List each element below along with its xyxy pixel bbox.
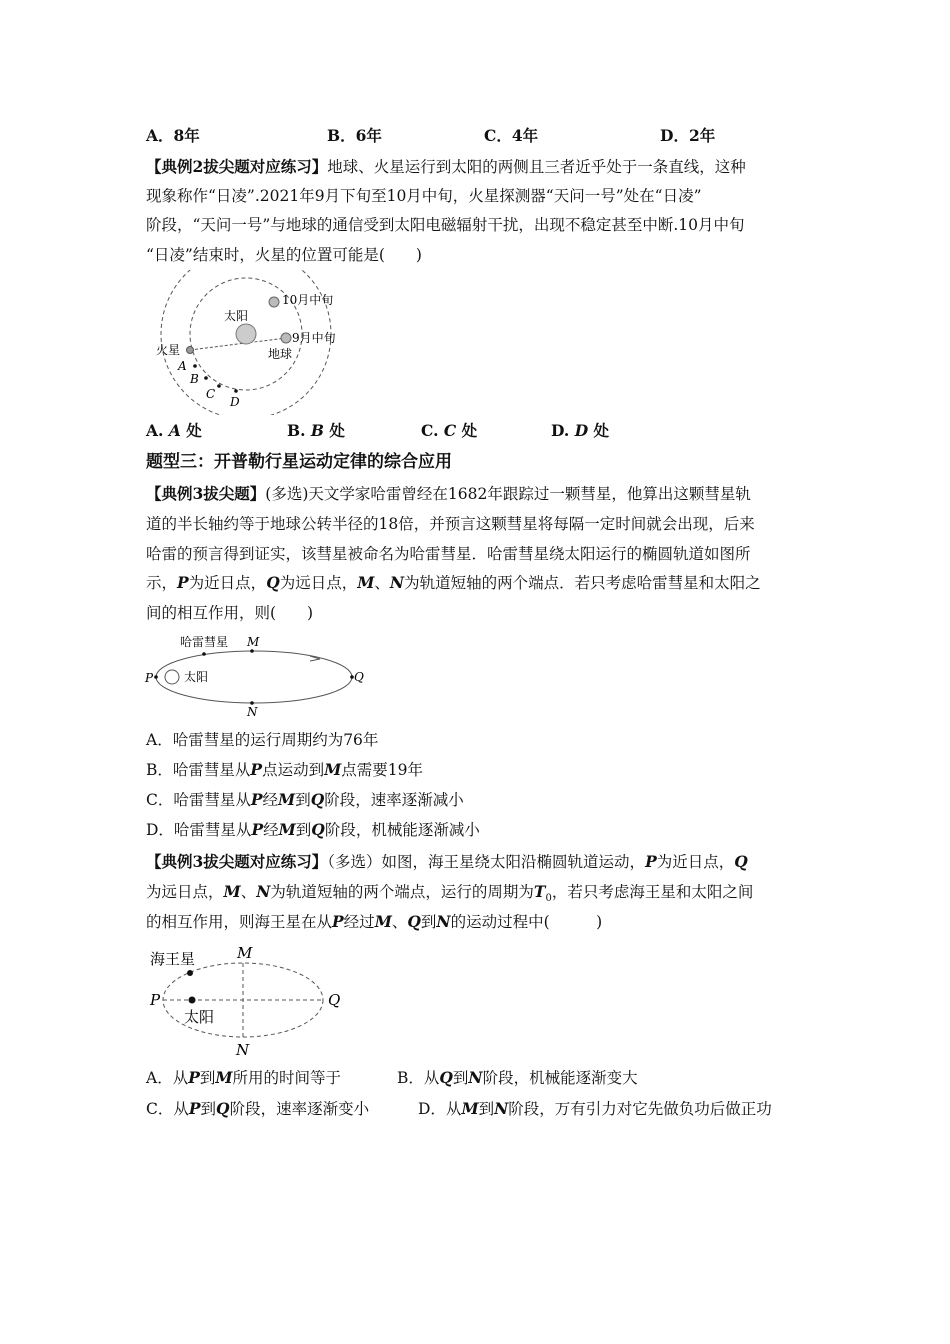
ex2-line-2: 现象称作“日凌”.2021年9月下旬至10月中旬，火星探测器“天问一号”处在“日凌”: [146, 187, 702, 205]
ex3b-option-a: A．从P到M所用的时间等于: [146, 1068, 342, 1087]
label-c: C: [206, 387, 216, 401]
label-d: D: [230, 395, 240, 409]
ex3b-line-1: 【典例3拔尖题对应练习】（多选）如图，海王星绕太阳沿椭圆轨道运动，P为近日点，Q: [146, 852, 748, 871]
ex3-option-b: B．哈雷彗星从P点运动到M点需要19年: [146, 760, 423, 779]
label-earth: 地球: [268, 347, 293, 361]
neptune-icon: [187, 970, 193, 976]
ex2-option-c: C. C 处: [421, 421, 478, 440]
label-p: P: [150, 991, 161, 1009]
ex2-line-4: “日凌”结束时，火星的位置可能是( ): [146, 246, 422, 264]
ex3b-option-b: B．从Q到N阶段，机械能逐渐变大: [397, 1068, 638, 1087]
ex3-option-d: D．哈雷彗星从P经M到Q阶段，机械能逐渐减小: [146, 820, 480, 839]
label-sun: 太阳: [184, 670, 209, 684]
label-p: P: [145, 671, 154, 685]
earth-sep-icon: [281, 333, 291, 343]
sun-icon: [236, 324, 256, 344]
sun-icon: [165, 670, 179, 684]
ex3-line-5: 间的相互作用，则( ): [146, 604, 314, 622]
label-q: Q: [354, 670, 364, 684]
ex3b-option-d: D．从M到N阶段，万有引力对它先做负功后做正功: [418, 1099, 772, 1118]
ex3-line-4: 示，P为近日点，Q为远日点，M、N为轨道短轴的两个端点．若只考虑哈雷彗星和太阳之: [146, 573, 761, 592]
section-heading: 题型三：开普勒行星运动定律的综合应用: [146, 452, 452, 472]
ex3-line-1: 【典例3拔尖题】(多选)天文学家哈雷曾经在1682年跟踪过一颗彗星，他算出这颗彗星轨: [146, 484, 751, 503]
option-d: D．2年: [660, 126, 716, 145]
label-sep: 9月中旬: [292, 331, 336, 345]
ex3-line-3: 哈雷的预言得到证实，该彗星被命名为哈雷彗星．哈雷彗星绕太阳运行的椭圆轨道如图所: [146, 545, 751, 563]
label-sun: 太阳: [184, 1008, 215, 1026]
ex2-line-3: 阶段，“天问一号”与地球的通信受到太阳电磁辐射干扰，出现不稳定甚至中断.10月中旬: [146, 216, 745, 234]
ex2-option-b: B. B 处: [287, 421, 345, 440]
option-b: B．6年: [327, 126, 382, 145]
label-comet: 哈雷彗星: [180, 635, 229, 649]
label-m: M: [237, 944, 253, 962]
label-q: Q: [328, 991, 341, 1009]
label-m: M: [247, 635, 260, 649]
option-c: C．4年: [484, 126, 539, 145]
neptune-orbit-figure: [146, 940, 356, 1062]
ex2-line-1: 【典例2拔尖题对应练习】地球、火星运行到太阳的两侧且三者近乎处于一条直线，这种: [146, 157, 746, 176]
label-sun: 太阳: [224, 309, 249, 323]
ex3-option-a: A．哈雷彗星的运行周期约为76年: [146, 731, 379, 749]
comet-orbit-figure: [142, 630, 372, 722]
label-n: N: [236, 1041, 250, 1059]
ex3b-line-3: 的相互作用，则海王星在从P经过M、Q到N的运动过程中( ): [146, 912, 603, 931]
ex3-line-2: 道的半长轴约等于地球公转半径的18倍，并预言这颗彗星将每隔一定时间就会出现，后来: [146, 515, 755, 533]
label-n: N: [247, 705, 258, 719]
mars-icon: [187, 347, 194, 354]
earth-oct-icon: [269, 297, 279, 307]
sun-icon: [189, 997, 196, 1004]
label-a: A: [178, 359, 187, 373]
ex3b-option-c: C．从P到Q阶段，速率逐渐变小: [146, 1099, 370, 1118]
ex2-option-a: A. A 处: [146, 421, 202, 440]
ex3b-line-2: 为远日点，M、N为轨道短轴的两个端点，运行的周期为$T_0$，若只考虑海王星和太阳之间: [146, 882, 754, 905]
label-b: B: [190, 372, 199, 386]
ex3-option-c: C．哈雷彗星从P经M到Q阶段，速率逐渐减小: [146, 790, 464, 809]
ex2-option-d: D. D 处: [551, 421, 610, 440]
option-a: A．8年: [146, 126, 200, 145]
label-mars: 火星: [156, 343, 181, 357]
orbit-figure: [146, 270, 366, 415]
label-neptune: 海王星: [150, 950, 196, 968]
label-oct: 10月中旬: [282, 293, 334, 307]
